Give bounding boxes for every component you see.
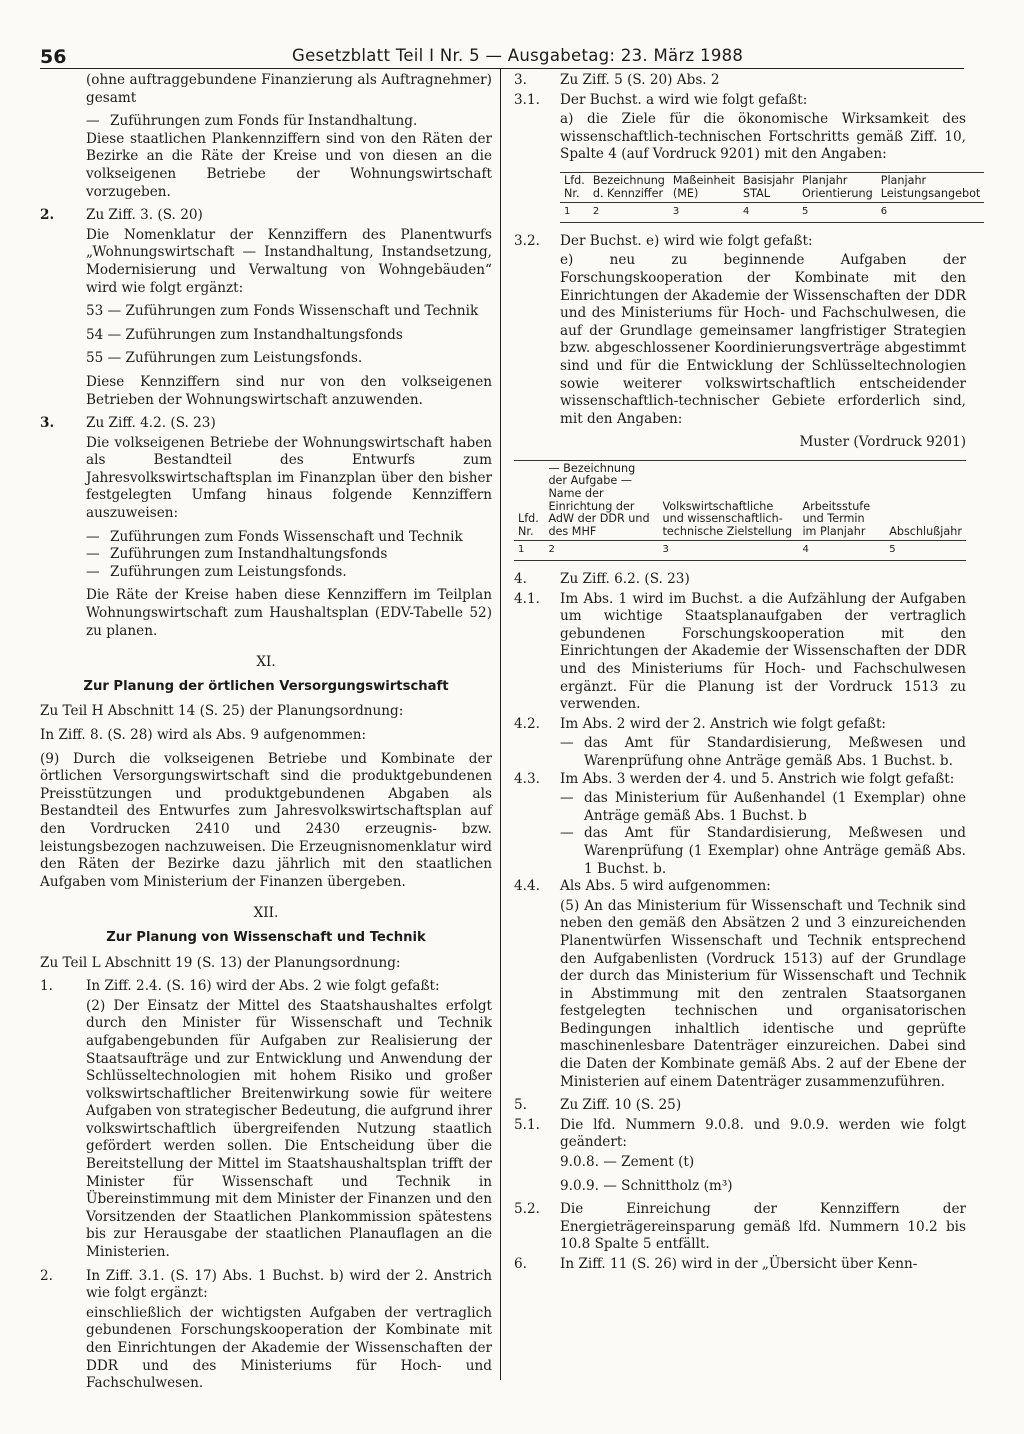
t1-n3: 3: [669, 203, 739, 223]
t2-n4: 4: [798, 541, 885, 561]
r-item-5-2: 5.2. Die Einreichung der Kennziffern der Energieträgereinsparung gemäß lfd. Nummern 10.2 bis 10.8 Spalte 5 entfällt.: [514, 1201, 966, 1253]
r-item-4-3-list: — das Ministerium für Außenhandel (1 Exemplar) ohne Anträge gemäß Abs. 1 Buchst. b — das Amt für Standardisierung, Meßwesen und Warenprüfung (1 Exemplar) ohne Anträge gemäß Abs. 1 Buchst. b.: [560, 790, 966, 877]
item-2-note: Diese Kennziffern sind nur von den volkseigenen Betrieben der Wohnungswirtschaft anzuwenden.: [86, 373, 492, 408]
item-2-text: Die Nomenklatur der Kennziffern des Planentwurfs „Wohnungswirtschaft — Instandhaltung, Instandsetzung, Modernisierung und Verwaltung von Wohngebäuden“ wird wie folgt ergänzt:: [86, 226, 492, 296]
header-rule: [40, 68, 964, 69]
t2-h-stufe: Arbeitsstufe und Termin im Planjahr: [798, 460, 885, 541]
r-item-6: 6. In Ziff. 11 (S. 26) wird in der „Übersicht über Kenn-: [514, 1256, 918, 1272]
section-xi-heading: XI. Zur Planung der örtlichen Versorgungswirtschaft: [83, 654, 449, 694]
item-3-text: Die volkseigenen Betriebe der Wohnungswirtschaft haben als Bestandteil des Entwurfs zum Jahresvolkswirtschaftsplan im Finanzplan über den bisher festgelegten Umfang hinaus folgende Kennziffern auszuweisen:: [86, 434, 492, 522]
table-9201-a: [560, 172, 984, 223]
r-item-3-2-e: e) neu zu beginnende Aufgaben der Forschungskooperation der Kombinate mit den Einrichtungen der Akademie der Wissenschaften der DDR und des Ministeriums für Hoch- und Fachschulwesen, die auf der Grundlage gemeinsamer langfristiger Strategien bzw. abgeschlossener Koordinierungsverträge abgestimmt sind und für die Entwicklung der Schlüsseltechnologien sowie weiterer volkswirtschaftlich entscheidender wissenschaftlich-technischer Gebiete erforderlich sind, mit den Angaben:: [560, 252, 966, 427]
section-xi-p2: In Ziff. 8. (S. 28) wird als Abs. 9 aufgenommen:: [40, 727, 367, 743]
t2-h-abschl: Abschlußjahr: [885, 460, 966, 541]
r-item-3: 3. Zu Ziff. 5 (S. 20) Abs. 2: [514, 72, 720, 88]
t2-n1: 1: [514, 541, 544, 561]
r-item-4-4: 4.4. Als Abs. 5 wird aufgenommen:: [514, 878, 771, 895]
page-number: 56: [40, 46, 67, 68]
t1-n2: 2: [589, 203, 669, 223]
r-item-4-1: 4.1. Im Abs. 1 wird im Buchst. a die Aufzählung der Aufgaben um wichtige Staatsplanaufgaben der vertraglich gebundenen Forschungskooperation mit den Einrichtungen der Akademie der Wissenschaften der DDR und des Ministeriums für Hoch- und Fachschulwesen ergänzt. Für die Planung ist der Vordruck 1513 zu verwenden.: [514, 590, 966, 713]
section-xii-p1: Zu Teil L Abschnitt 19 (S. 13) der Planungsordnung:: [40, 954, 401, 971]
section-xii-item-1: 1. In Ziff. 2.4. (S. 16) wird der Abs. 2 wie folgt gefaßt:: [40, 978, 440, 995]
item-2-list: 53 — Zuführungen zum Fonds Wissenschaft und Technik 54 — Zuführungen zum Instandhaltungsfonds 55 — Zuführungen zum Leistungsfonds.: [86, 303, 479, 367]
section-xi-p1: Zu Teil H Abschnitt 14 (S. 25) der Planungsordnung:: [40, 703, 404, 720]
item-3-list: — Zuführungen zum Fonds Wissenschaft und Technik — Zuführungen zum Instandhaltungsfonds — Zuführungen zum Leistungsfonds.: [86, 528, 463, 580]
r-item-4-2: 4.2. Im Abs. 2 wird der 2. Anstrich wie folgt gefaßt:: [514, 715, 886, 732]
t1-n5: 5: [798, 203, 877, 223]
r-item-5-1-list: 9.0.8. — Zement (t) 9.0.9. — Schnittholz (m³): [560, 1154, 733, 1194]
t1-n4: 4: [739, 203, 798, 223]
r-item-4: 4. Zu Ziff. 6.2. (S. 23): [514, 571, 690, 588]
intro-continuation: (ohne auftraggebundene Finanzierung als Auftragnehmer) gesamt: [86, 72, 492, 106]
t1-h-basis: Basisjahr STAL: [739, 172, 798, 202]
r-item-3-2: 3.2. Der Buchst. e) wird wie folgt gefaßt:: [514, 232, 813, 249]
t2-n2: 2: [544, 541, 658, 561]
t2-h-lfd: Lfd. Nr.: [514, 460, 544, 541]
intro-paragraph: Diese staatlichen Plankennziffern sind von den Räten der Bezirke an die Räte der Kreise und von diesen an die volkseigenen Betriebe der Wohnungswirtschaft vorzugeben.: [86, 130, 492, 200]
left-column: [40, 72, 492, 1399]
section-xii-item-1-para: (2) Der Einsatz der Mittel des Staatshaushaltes erfolgt durch den Minister für Wissenschaft und Technik aufgabengebunden für Aufgaben zur Realisierung der Staatsaufträge und zur Entwicklung und Anwendung der Schlüsseltechnologien mit hohem Risiko und großer volkswirtschaftlicher Breitenwirkung sowie für weitere Aufgaben von strategischer Bedeutung, die aufgrund ihrer volkswirtschaftlich übergreifenden Nutzung staatlich gefördert werden sollen. Die Entscheidung über die Bereitstellung der Mittel im Staatshaushaltsplan trifft der Minister für Wissenschaft und Technik in Übereinstimmung mit dem Minister der Finanzen und den Vorsitzenden der Staatlichen Plankommission spätestens bis zur Herausgabe der staatlichen Planauflagen an die Ministerien.: [86, 997, 493, 1261]
t1-h-orient: Planjahr Orientierung: [798, 172, 877, 202]
t1-n6: 6: [877, 203, 985, 223]
t2-n3: 3: [659, 541, 799, 561]
t2-h-bez: — Bezeichnung der Aufgabe — Name der Einrichtung der AdW der DDR und des MHF: [544, 460, 658, 541]
t2-n5: 5: [885, 541, 966, 561]
section-xii-item-2: 2. In Ziff. 3.1. (S. 17) Abs. 1 Buchst. b) wird der 2. Anstrich wie folgt ergänzt:: [40, 1267, 492, 1302]
section-xii-item-2-para: einschließlich der wichtigsten Aufgaben der vertraglich gebundenen Forschungskooperation der Kombinate mit den Einrichtungen der Akademie der Wissenschaften der DDR und des Ministeriums für Hoch- und Fachschulwesen.: [86, 1304, 492, 1392]
r-item-4-4-para: (5) An das Ministerium für Wissenschaft und Technik sind neben den gemäß den Absätzen 2 und 3 einzureichenden Planentwürfen Wissenschaft und Technik entsprechend den Aufgabenlisten (Vordruck 1513) auf der Grundlage der durch das Ministerium für Wissenschaft und Technik in Abstimmung mit den zentralen Staatsorganen festgelegten technischen und organisatorischen Bedingungen inhaltlich identische und geprüfte maschinenlesbare Datenträger einzureichen. Dabei sind die Daten der Kombinate gemäß Abs. 2 auf der Ebene der Ministerien auf einem Datenträger zusammenzuführen.: [560, 897, 966, 1090]
t1-h-bez: Bezeichnung d. Kennziffer: [589, 172, 669, 202]
t1-n1: 1: [560, 203, 589, 223]
r-item-3-1: 3.1. Der Buchst. a wird wie folgt gefaßt:: [514, 91, 808, 108]
r-item-4-2-dash: — das Amt für Standardisierung, Meßwesen und Warenprüfung ohne Anträge gemäß Abs. 1 Buchst. b.: [560, 735, 966, 769]
table-9201-a-wrap: [514, 172, 981, 223]
r-item-5: 5. Zu Ziff. 10 (S. 25): [514, 1097, 682, 1114]
column-divider: [500, 68, 501, 1380]
t1-h-leist: Planjahr Leistungsangebot: [877, 172, 985, 202]
section-xii-heading: XII. Zur Planung von Wissenschaft und Technik: [106, 905, 426, 945]
section-xi-p3: (9) Durch die volkseigenen Betriebe und Kombinate der örtlichen Versorgungswirtschaft sind die produktgebundenen Preisstützungen und produktgebundenen Abgaben als Bestandteil des Entwurfes zum Jahresvolkswirtschaftsplan auf den Vordrucken 2410 und 2430 erzeugnis- bzw. leistungsbezogen nachzuweisen. Die Erzeugnisnomenklatur wird den Räten der Bezirke dazu jährlich mit den staatlichen Aufgaben vom Ministerium der Finanzen übergeben.: [40, 750, 492, 890]
r-item-3-1-a: a) die Ziele für die ökonomische Wirksamkeit des wissenschaftlich-technischen Fortschritts gemäß Ziff. 10, Spalte 4 (auf Vordruck 9201) mit den Angaben:: [560, 111, 966, 163]
item-2: 2. Zu Ziff. 3. (S. 20): [40, 207, 492, 225]
right-column: [514, 72, 981, 1276]
table-9201-e: [514, 460, 966, 561]
r-item-5-1: 5.1. Die lfd. Nummern 9.0.8. und 9.0.9. werden wie folgt geändert:: [514, 1116, 966, 1151]
page-header: Gesetzblatt Teil I Nr. 5 — Ausgabetag: 23. März 1988: [292, 46, 744, 65]
t2-h-ziel: Volkswirtschaftliche und wissenschaftlich-technische Zielstellung: [659, 460, 799, 541]
item-3-heading: Zu Ziff. 4.2. (S. 23): [86, 415, 216, 432]
item-2-heading: Zu Ziff. 3. (S. 20): [86, 207, 203, 224]
t1-h-lfd: Lfd. Nr.: [560, 172, 589, 202]
muster-label: Muster (Vordruck 9201): [799, 434, 966, 451]
intro-dash: — Zuführungen zum Fonds für Instandhaltung.: [86, 113, 418, 130]
t1-h-me: Maßeinheit (ME): [669, 172, 739, 202]
item-3: 3. Zu Ziff. 4.2. (S. 23): [40, 415, 492, 433]
item-3-note: Die Räte der Kreise haben diese Kennziffern im Teilplan Wohnungswirtschaft zum Haushaltsplan (EDV-Tabelle 52) zu planen.: [86, 587, 492, 639]
r-item-4-3: 4.3. Im Abs. 3 werden der 4. und 5. Anstrich wie folgt gefaßt:: [514, 770, 955, 787]
